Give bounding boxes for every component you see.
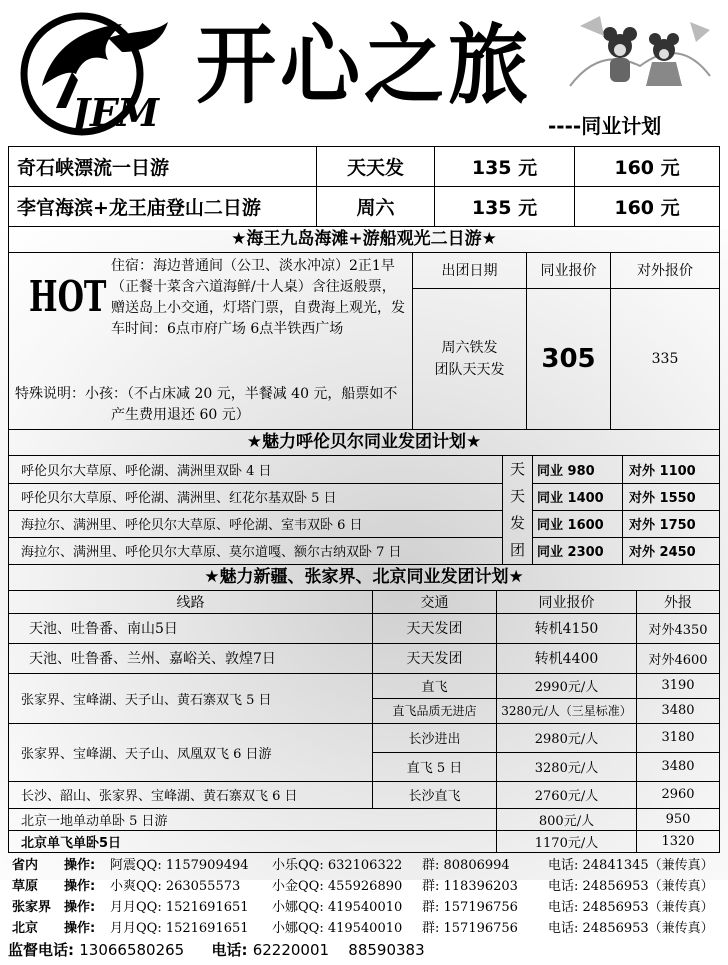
contact-dept: 张家界	[12, 899, 52, 915]
supervisor-label: 监督电话:	[8, 940, 74, 959]
table-row	[9, 456, 720, 483]
route-name: 天池、吐鲁番、兰州、嘉峪关、敦煌7日	[9, 643, 373, 673]
route-schedule: 天天发	[317, 147, 435, 187]
table-row	[9, 643, 720, 673]
jiuwang-retail-price: 335	[611, 288, 720, 429]
date-line1: 周六铁发	[441, 339, 498, 356]
contact-dept: 草原	[12, 878, 39, 894]
transport: 直飞	[373, 673, 497, 698]
col-trade-header: 同业报价	[497, 591, 637, 613]
table-row	[9, 673, 720, 698]
table-row	[9, 808, 720, 830]
retail-price: 3480	[637, 752, 720, 781]
contact-group: 群: 80806994	[422, 857, 510, 873]
retail-price: 160 元	[575, 187, 720, 227]
page-title: 开心之旅	[196, 15, 532, 116]
trade-price: 转机4150	[497, 613, 637, 643]
transport: 长沙进出	[373, 723, 497, 752]
retail-price: 对外 1100	[623, 456, 720, 483]
col-route-header: 线路	[9, 591, 373, 613]
hulun-schedule	[503, 456, 533, 565]
contact-person-1: 月月QQ: 1521691651	[110, 920, 249, 936]
xinjiang-table	[8, 591, 720, 853]
table-row	[9, 483, 720, 510]
hot-badge: HOT	[29, 272, 107, 321]
section-title-jiuwang: ★海王九岛海滩+游船观光二日游★	[8, 227, 720, 253]
jiuwang-note: 特殊说明：小孩：（不占床减 20 元，半餐减 40 元，船票如不产生费用退还 60 元）	[15, 386, 398, 423]
contact-phone: 电话: 24856953（兼传真）	[548, 920, 714, 936]
trade-price: 2760元/人	[497, 781, 637, 808]
table-row	[9, 723, 720, 752]
retail-price: 3190	[637, 673, 720, 698]
contact-person-1: 阿震QQ: 1157909494	[110, 857, 249, 873]
page-header	[0, 0, 728, 146]
contact-dept: 北京	[12, 920, 39, 936]
route-name: 天池、吐鲁番、南山5日	[9, 613, 373, 643]
contact-row	[12, 876, 728, 897]
retail-price: 对外 1550	[623, 483, 720, 510]
supervisor-line	[8, 939, 728, 961]
contact-person-2: 小金QQ: 455926890	[272, 878, 403, 894]
trade-price: 1170元/人	[497, 830, 637, 852]
contact-list	[12, 855, 728, 939]
trade-price: 800元/人	[497, 808, 637, 830]
contact-person-1: 月月QQ: 1521691651	[110, 899, 249, 915]
contact-op-label: 操作:	[64, 920, 96, 936]
contact-op-label: 操作:	[64, 857, 96, 873]
route-name: 海拉尔、满洲里、呼伦贝尔大草原、莫尔道嘎、额尔古纳双卧 7 日	[9, 537, 503, 564]
retail-price: 对外4350	[637, 613, 720, 643]
route-name: 长沙、韶山、张家界、宝峰湖、黄石寨双飞 6 日	[9, 781, 373, 808]
section-title-xinjiang: ★魅力新疆、张家界、北京同业发团计划★	[8, 565, 720, 591]
trade-price: 2990元/人	[497, 673, 637, 698]
contact-row	[12, 918, 728, 939]
contact-person-1: 小爽QQ: 263055573	[110, 878, 241, 894]
table-header-row	[9, 591, 720, 613]
contact-phone: 电话: 24856953（兼传真）	[548, 899, 714, 915]
supervisor-phone: 13066580265	[79, 940, 185, 959]
table-row	[9, 613, 720, 643]
route-name: 北京单飞单卧5日	[9, 830, 497, 852]
table-row	[9, 187, 720, 227]
transport: 天天发团	[373, 613, 497, 643]
trade-price: 2980元/人	[497, 723, 637, 752]
route-name: 海拉尔、满洲里、呼伦贝尔大草原、呼伦湖、室韦双卧 6 日	[9, 510, 503, 537]
section-title-hulun: ★魅力呼伦贝尔同业发团计划★	[8, 430, 720, 456]
retail-price: 950	[637, 808, 720, 830]
route-name: 张家界、宝峰湖、天子山、黄石寨双飞 5 日	[9, 673, 373, 723]
retail-price: 对外4600	[637, 643, 720, 673]
route-name: 呼伦贝尔大草原、呼伦湖、满洲里、红花尔基双卧 5 日	[9, 483, 503, 510]
jfm-logo-icon	[12, 8, 182, 136]
trade-price: 同业 1400	[533, 483, 623, 510]
route-name: 张家界、宝峰湖、天子山、凤凰双飞 6 日游	[9, 723, 373, 781]
col-retail-header: 外报	[637, 591, 720, 613]
trade-price: 同业 2300	[533, 537, 623, 564]
route-name: 呼伦贝尔大草原、呼伦湖、满洲里双卧 4 日	[9, 456, 503, 483]
supervisor-label-2: 电话:	[211, 940, 248, 959]
contact-group: 群: 118396203	[422, 878, 518, 894]
trade-price: 135 元	[435, 187, 575, 227]
schedule-char: 天	[509, 487, 525, 505]
schedule-char: 团	[509, 541, 525, 559]
trade-price: 同业 980	[533, 456, 623, 483]
date-line2: 团队天天发	[434, 361, 505, 378]
top-routes-table	[8, 146, 720, 227]
transport: 长沙直飞	[373, 781, 497, 808]
trade-price: 同业 1600	[533, 510, 623, 537]
hulun-table	[8, 456, 720, 565]
contact-group: 群: 157196756	[422, 920, 518, 936]
retail-price: 对外 2450	[623, 537, 720, 564]
contact-phone: 电话: 24856953（兼传真）	[548, 878, 714, 894]
schedule-char: 发	[509, 514, 525, 532]
jiuwang-table	[8, 253, 720, 430]
table-row	[9, 147, 720, 187]
retail-price: 2960	[637, 781, 720, 808]
route-name: 李官海滨+龙王庙登山二日游	[9, 187, 317, 227]
table-row	[9, 781, 720, 808]
retail-price: 3180	[637, 723, 720, 752]
transport: 天天发团	[373, 643, 497, 673]
retail-price: 对外 1750	[623, 510, 720, 537]
transport: 直飞品质无进店	[373, 698, 497, 723]
contact-row	[12, 897, 728, 918]
route-name: 北京一地单动单卧 5 日游	[9, 808, 497, 830]
cartoon-mice-illustration	[560, 6, 720, 104]
col-transport-header: 交通	[373, 591, 497, 613]
table-row	[9, 537, 720, 564]
col-retail-header: 对外报价	[611, 253, 720, 288]
jiuwang-date-cell	[413, 288, 527, 429]
contact-person-2: 小乐QQ: 632106322	[272, 857, 403, 873]
col-date-header: 出团日期	[413, 253, 527, 288]
logo-text: JFM	[72, 90, 160, 135]
supervisor-phone-3: 88590383	[348, 940, 425, 959]
trade-price: 转机4400	[497, 643, 637, 673]
contact-person-2: 小娜QQ: 419540010	[272, 920, 403, 936]
trade-price: 135 元	[435, 147, 575, 187]
table-row	[9, 510, 720, 537]
contact-phone: 电话: 24841345（兼传真）	[548, 857, 714, 873]
supervisor-phone-2: 62220001	[252, 940, 330, 959]
table-row	[9, 830, 720, 852]
jiuwang-trade-price: 305	[527, 288, 611, 429]
trade-price: 3280元/人（三星标准）	[497, 698, 637, 723]
retail-price: 1320	[637, 830, 720, 852]
contact-op-label: 操作:	[64, 878, 96, 894]
contact-person-2: 小娜QQ: 419540010	[272, 899, 403, 915]
transport: 直飞 5 日	[373, 752, 497, 781]
route-name: 奇石峡漂流一日游	[9, 147, 317, 187]
contact-row	[12, 855, 728, 876]
schedule-char: 天	[509, 460, 525, 478]
jiuwang-description-cell	[9, 253, 413, 430]
contact-dept: 省内	[12, 857, 39, 873]
contact-op-label: 操作:	[64, 899, 96, 915]
contact-group: 群: 157196756	[422, 899, 518, 915]
page-subtitle: ----同业计划	[548, 114, 662, 138]
retail-price: 3480	[637, 698, 720, 723]
col-trade-header: 同业报价	[527, 253, 611, 288]
route-schedule: 周六	[317, 187, 435, 227]
retail-price: 160 元	[575, 147, 720, 187]
trade-price: 3280元/人	[497, 752, 637, 781]
jiuwang-description: 住宿：海边普通间（公卫、淡水冲凉）2正1早（正餐十菜含六道海鲜/十人桌）含往返般票，赠送岛上小交通，灯塔门票，自费海上观光，发车时间：6点市府广场 6点半铁西广场	[111, 258, 405, 337]
